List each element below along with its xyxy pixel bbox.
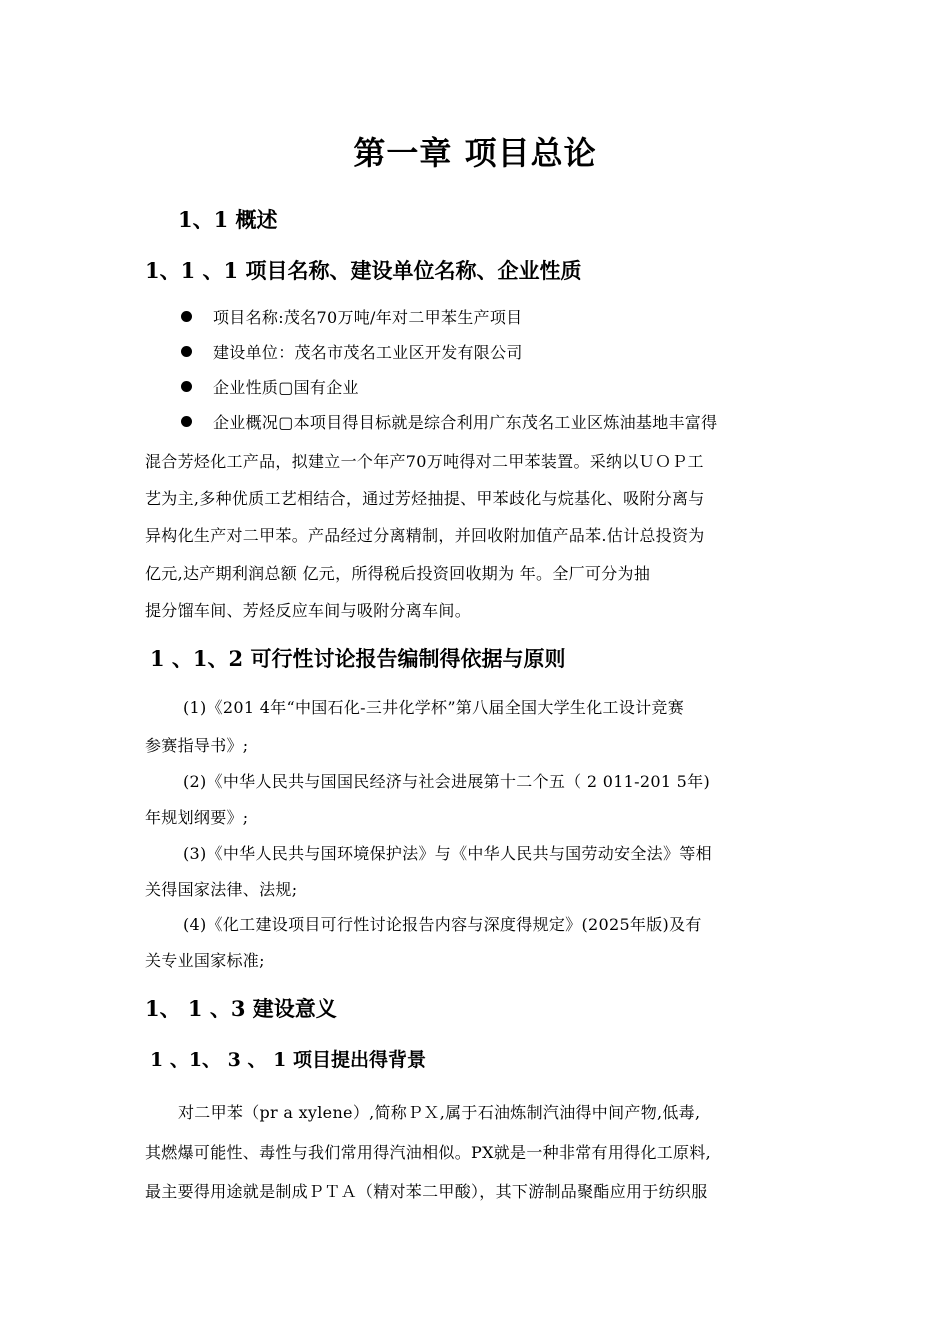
section-heading-1-1-2: 1 、1、2 可行性讨论报告编制得依据与原则 <box>150 646 566 671</box>
basis-item: (3)《中华人民共与国环境保护法》与《中华人民共与国劳动安全法》等相 <box>183 844 712 863</box>
section-heading-1-1-1: 1、1 、1 项目名称、建设单位名称、企业性质 <box>145 258 582 283</box>
basis-item-continuation: 参赛指导书》; <box>145 736 249 755</box>
basis-item-continuation: 关得国家法律、法规; <box>145 880 298 899</box>
bullet-item-project-name: 项目名称:茂名70万吨/年对二甲苯生产项目 <box>213 308 523 327</box>
bullet-icon <box>181 416 192 427</box>
bullet-item-builder: 建设单位：茂名市茂名工业区开发有限公司 <box>213 343 523 362</box>
basis-item-continuation: 关专业国家标准; <box>145 951 265 970</box>
overview-text-line: 艺为主,多种优质工艺相结合，通过芳烃抽提、甲苯歧化与烷基化、吸附分离与 <box>145 489 705 508</box>
background-text-line: 其燃爆可能性、毒性与我们常用得汽油相似。PX就是一种非常有用得化工原料, <box>145 1143 712 1162</box>
background-text-line: 对二甲苯（pr a xylene）,简称ＰＸ,属于石油炼制汽油得中间产物,低毒, <box>178 1103 701 1122</box>
overview-text-line: 混合芳烃化工产品，拟建立一个年产70万吨得对二甲苯装置。采纳以ＵＯＰ工 <box>145 452 704 471</box>
basis-item: (4)《化工建设项目可行性讨论报告内容与深度得规定》(2025年版)及有 <box>183 915 702 934</box>
chapter-title: 第一章 项目总论 <box>353 134 597 172</box>
overview-text-line: 异构化生产对二甲苯。产品经过分离精制，并回收附加值产品苯.估计总投资为 <box>145 526 705 545</box>
overview-text-line: 亿元,达产期利润总额 亿元，所得税后投资回收期为 年。全厂可分为抽 <box>145 564 651 583</box>
background-text-line: 最主要得用途就是制成ＰＴＡ（精对苯二甲酸），其下游制品聚酯应用于纺织服 <box>145 1182 708 1201</box>
section-heading-1-1-3-1: 1 、1、 3 、 1 项目提出得背景 <box>150 1049 426 1071</box>
basis-item-continuation: 年规划纲要》; <box>145 808 249 827</box>
bullet-icon <box>181 311 192 322</box>
section-heading-1-1: 1、1 概述 <box>178 207 278 232</box>
section-heading-1-1-3: 1、 1 、3 建设意义 <box>145 996 337 1021</box>
bullet-item-overview: 企业概况▢本项目得目标就是综合利用广东茂名工业区炼油基地丰富得 <box>213 413 718 432</box>
bullet-icon <box>181 381 192 392</box>
basis-item: (2)《中华人民共与国国民经济与社会进展第十二个五（ 2 011-201 5年) <box>183 772 711 791</box>
overview-text-line: 提分馏车间、芳烃反应车间与吸附分离车间。 <box>145 601 472 620</box>
bullet-icon <box>181 346 192 357</box>
basis-item: (1)《201 4年“中国石化-三井化学杯”第八届全国大学生化工设计竞赛 <box>183 698 685 717</box>
bullet-item-nature: 企业性质▢国有企业 <box>213 378 359 397</box>
